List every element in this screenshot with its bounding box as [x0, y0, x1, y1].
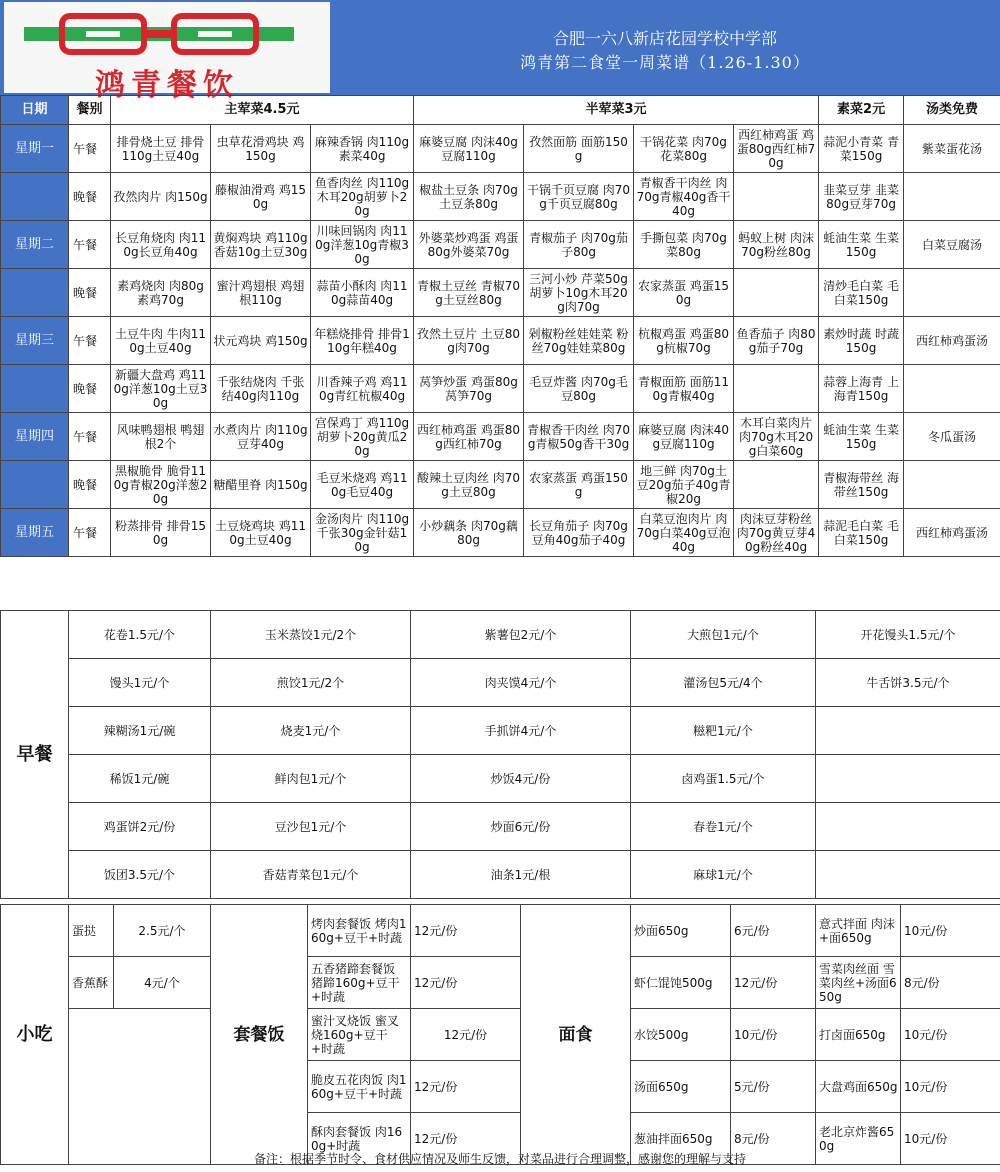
breakfast-item: 大煎包1元/个 [631, 611, 816, 659]
dish-cell: 酸辣土豆肉丝 肉70g土豆80g [414, 461, 524, 509]
dish-cell: 韭菜豆芽 韭菜80g豆芽70g [819, 173, 904, 221]
menu-row-fri-lunch [1, 509, 1000, 557]
menu-row-tue-lunch [1, 221, 1000, 269]
dish-cell: 川味回锅肉 肉110g洋葱10g青椒30g [311, 221, 414, 269]
dish-cell: 青椒海带丝 海带丝150g [819, 461, 904, 509]
breakfast-item [816, 755, 1000, 803]
dish-cell: 水煮肉片 肉110g豆芽40g [211, 413, 311, 461]
dish-cell: 金汤肉片 肉110g千张30g金针菇10g [311, 509, 414, 557]
dish-cell: 孜然面筋 面筋150g [524, 125, 634, 173]
meal-label: 午餐 [69, 413, 111, 461]
dish-cell: 黑椒脆骨 脆骨110g青椒20g洋葱20g [111, 461, 211, 509]
dish-cell: 毛豆米烧鸡 鸡110g毛豆40g [311, 461, 414, 509]
noodle-price: 10元/份 [901, 1009, 1000, 1061]
set-meal-price: 12元/份 [411, 1061, 521, 1113]
set-meal-name: 脆皮五花肉饭 肉160g+豆干+时蔬 [308, 1061, 411, 1113]
dish-cell: 新疆大盘鸡 鸡110g洋葱10g土豆30g [111, 365, 211, 413]
noodle-name: 虾仁馄饨500g [631, 957, 731, 1009]
breakfast-row [1, 851, 1000, 899]
breakfast-item: 辣糊汤1元/碗 [69, 707, 211, 755]
breakfast-item: 糍粑1元/个 [631, 707, 816, 755]
dish-cell: 孜然肉片 肉150g [111, 173, 211, 221]
breakfast-item: 卤鸡蛋1.5元/个 [631, 755, 816, 803]
noodle-price: 10元/份 [731, 1009, 816, 1061]
set-meal-price: 12元/份 [411, 957, 521, 1009]
dish-cell: 椒盐土豆条 肉70g土豆条80g [414, 173, 524, 221]
menu-row-tue-dinner [1, 269, 1000, 317]
breakfast-item: 饭团3.5元/个 [69, 851, 211, 899]
menu-row-wed-lunch [1, 317, 1000, 365]
breakfast-item: 紫薯包2元/个 [411, 611, 631, 659]
noodle-name: 雪菜肉丝面 雪菜肉丝+汤面650g [816, 957, 901, 1009]
dish-cell: 干锅花菜 肉70g花菜80g [634, 125, 734, 173]
breakfast-item: 开花馒头1.5元/个 [816, 611, 1000, 659]
set-meal-name: 五香猪蹄套餐饭 猪蹄160g+豆干+时蔬 [308, 957, 411, 1009]
dish-cell: 蒜泥小青菜 青菜150g [819, 125, 904, 173]
breakfast-row [1, 803, 1000, 851]
set-meal-price: 12元/份 [411, 905, 521, 957]
soup-cell: 西红柿鸡蛋汤 [904, 317, 1000, 365]
soup-cell [904, 173, 1000, 221]
breakfast-item: 手抓饼4元/个 [411, 707, 631, 755]
school-title: 合肥一六八新店花园学校中学部 [552, 29, 777, 48]
meal-label: 晚餐 [69, 365, 111, 413]
dish-cell: 青椒面筋 面筋110g青椒40g [634, 365, 734, 413]
dish-cell: 蒜苗小酥肉 肉110g蒜苗40g [311, 269, 414, 317]
menu-header-row [1, 96, 1000, 125]
dish-cell: 蒜泥毛白菜 毛白菜150g [819, 509, 904, 557]
dish-cell: 长豆角茄子 肉70g豆角40g茄子40g [524, 509, 634, 557]
noodle-price: 8元/份 [901, 957, 1000, 1009]
snack-price: 2.5元/个 [114, 905, 211, 957]
meal-label: 午餐 [69, 125, 111, 173]
set-meal-price: 12元/份 [411, 1009, 521, 1061]
breakfast-item: 玉米蒸饺1元/2个 [211, 611, 411, 659]
dish-cell: 白菜豆泡肉片 肉70g白菜40g豆泡40g [634, 509, 734, 557]
dish-cell: 蒜蓉上海青 上海青150g [819, 365, 904, 413]
breakfast-item [816, 707, 1000, 755]
noodle-name: 炒面650g [631, 905, 731, 957]
dish-cell: 虫草花滑鸡块 鸡150g [211, 125, 311, 173]
breakfast-item: 牛舌饼3.5元/个 [816, 659, 1000, 707]
dish-cell: 孜然土豆片 土豆80g肉70g [414, 317, 524, 365]
dish-cell: 农家蒸蛋 鸡蛋150g [524, 461, 634, 509]
breakfast-item: 馒头1元/个 [69, 659, 211, 707]
dish-cell: 鱼香茄子 肉80g茄子70g [734, 317, 819, 365]
breakfast-item: 花卷1.5元/个 [69, 611, 211, 659]
breakfast-item: 麻球1元/个 [631, 851, 816, 899]
dish-cell: 千张结烧肉 千张结40g肉110g [211, 365, 311, 413]
soup-cell: 冬瓜蛋汤 [904, 413, 1000, 461]
noodle-name: 汤面650g [631, 1061, 731, 1113]
meal-label: 晚餐 [69, 269, 111, 317]
dish-cell: 西红柿鸡蛋 鸡蛋80g西红柿70g [414, 413, 524, 461]
noodle-price: 10元/份 [901, 905, 1000, 957]
menu-title: 鸿青第二食堂一周菜谱（1.26-1.30） [520, 53, 810, 72]
col-header-half-meat: 半荤菜3元 [414, 96, 819, 125]
breakfast-row [1, 707, 1000, 755]
breakfast-item [816, 851, 1000, 899]
set-meal-name: 蜜汁叉烧饭 蜜叉烧160g+豆干+时蔬 [308, 1009, 411, 1061]
noodle-price: 8元/份 [731, 1113, 816, 1165]
dish-cell: 清炒毛白菜 毛白菜150g [819, 269, 904, 317]
day-label [1, 269, 69, 317]
set-meal-name: 酥肉套餐饭 肉160g+时蔬 [308, 1113, 411, 1165]
breakfast-item: 炒面6元/份 [411, 803, 631, 851]
footer-note: 备注：根据季节时令、食材供应情况及师生反馈，对菜品进行合理调整，感谢您的理解与支持 [253, 1152, 746, 1166]
dish-cell: 素鸡烧肉 肉80g素鸡70g [111, 269, 211, 317]
snack-row [1, 957, 1000, 1009]
dish-cell: 青椒香干肉丝 肉70g青椒50g香干30g [524, 413, 634, 461]
dish-cell: 青椒茄子 肉70g茄子80g [524, 221, 634, 269]
breakfast-item: 鸡蛋饼2元/份 [69, 803, 211, 851]
dish-cell: 莴笋炒蛋 鸡蛋80g莴笋70g [414, 365, 524, 413]
soup-cell [904, 461, 1000, 509]
dish-cell: 外婆菜炒鸡蛋 鸡蛋80g外婆菜70g [414, 221, 524, 269]
logo-icon [24, 12, 294, 56]
menu-row-thu-lunch [1, 413, 1000, 461]
dish-cell: 川香辣子鸡 鸡110g青红杭椒40g [311, 365, 414, 413]
snack-name: 香蕉酥 [69, 957, 114, 1009]
breakfast-item: 肉夹馍4元/个 [411, 659, 631, 707]
dish-cell: 糖醋里脊 肉150g [211, 461, 311, 509]
dish-cell: 毛豆炸酱 肉70g毛豆80g [524, 365, 634, 413]
noodle-name: 意式拌面 肉沫+面650g [816, 905, 901, 957]
noodle-name: 打卤面650g [816, 1009, 901, 1061]
menu-row-mon-dinner [1, 173, 1000, 221]
day-label [1, 461, 69, 509]
breakfast-row [1, 755, 1000, 803]
dish-cell: 素炒时蔬 时蔬150g [819, 317, 904, 365]
dish-cell: 蜜汁鸡翅根 鸡翅根110g [211, 269, 311, 317]
soup-cell: 西红柿鸡蛋汤 [904, 509, 1000, 557]
breakfast-table [0, 610, 1000, 899]
noodle-name: 水饺500g [631, 1009, 731, 1061]
noodle-price: 6元/份 [731, 905, 816, 957]
meal-label: 晚餐 [69, 461, 111, 509]
dish-cell: 手撕包菜 肉70g菜80g [634, 221, 734, 269]
noodle-price: 5元/份 [731, 1061, 816, 1113]
dish-cell: 小炒藕条 肉70g藕80g [414, 509, 524, 557]
noodle-name: 葱油拌面650g [631, 1113, 731, 1165]
dish-cell: 土豆烧鸡块 鸡110g土豆40g [211, 509, 311, 557]
snack-row [1, 1009, 1000, 1061]
dish-cell: 黄焖鸡块 鸡110g香菇10g土豆30g [211, 221, 311, 269]
breakfast-label: 早餐 [1, 611, 69, 899]
menu-row-wed-dinner [1, 365, 1000, 413]
col-header-meal: 餐别 [69, 96, 111, 125]
meal-label: 午餐 [69, 317, 111, 365]
day-label: 星期二 [1, 221, 69, 269]
dish-cell: 干锅千页豆腐 肉70g千页豆腐80g [524, 173, 634, 221]
dish-cell: 风味鸭翅根 鸭翅根2个 [111, 413, 211, 461]
day-label: 星期四 [1, 413, 69, 461]
dish-cell [734, 173, 819, 221]
snacks-table [0, 904, 1000, 1165]
noodle-price: 10元/份 [901, 1061, 1000, 1113]
dish-cell: 肉沫豆芽粉丝 肉70g黄豆芽40g粉丝40g [734, 509, 819, 557]
breakfast-item: 稀饭1元/碗 [69, 755, 211, 803]
dish-cell: 西红柿鸡蛋 鸡蛋80g西红柿70g [734, 125, 819, 173]
dish-cell: 农家蒸蛋 鸡蛋150g [634, 269, 734, 317]
soup-cell: 白菜豆腐汤 [904, 221, 1000, 269]
day-label [1, 173, 69, 221]
snacks-label: 小吃 [1, 905, 69, 1165]
dish-cell: 宫保鸡丁 鸡110g胡萝卜20g黄瓜20g [311, 413, 414, 461]
snack-name: 蛋挞 [69, 905, 114, 957]
set-meal-name: 烤肉套餐饭 烤肉160g+豆干+时蔬 [308, 905, 411, 957]
dish-cell: 排骨烧土豆 排骨110g土豆40g [111, 125, 211, 173]
meal-label: 午餐 [69, 509, 111, 557]
dish-cell: 状元鸡块 鸡150g [211, 317, 311, 365]
snack-row [1, 905, 1000, 957]
dish-cell: 麻婆豆腐 肉沫40g豆腐110g [414, 125, 524, 173]
noodle-name: 大盘鸡面650g [816, 1061, 901, 1113]
logo-text: 鸿青餐饮 [95, 68, 239, 103]
header-banner [0, 0, 1000, 103]
set-meal-label: 套餐饭 [211, 905, 308, 1165]
company-logo [4, 2, 330, 103]
day-label: 星期五 [1, 509, 69, 557]
menu-row-thu-dinner [1, 461, 1000, 509]
dish-cell [734, 461, 819, 509]
col-header-main-meat: 主荤菜4.5元 [111, 96, 414, 125]
dish-cell [734, 269, 819, 317]
snack-price: 4元/个 [114, 957, 211, 1009]
breakfast-item: 烧麦1元/个 [211, 707, 411, 755]
dish-cell: 青椒土豆丝 青椒70g土豆丝80g [414, 269, 524, 317]
dish-cell: 年糕烧排骨 排骨110g年糕40g [311, 317, 414, 365]
breakfast-item: 豆沙包1元/个 [211, 803, 411, 851]
soup-cell [904, 365, 1000, 413]
noodle-price: 12元/份 [731, 957, 816, 1009]
menu-row-mon-lunch [1, 125, 1000, 173]
soup-cell [904, 269, 1000, 317]
dish-cell: 粉蒸排骨 排骨150g [111, 509, 211, 557]
dish-cell: 杭椒鸡蛋 鸡蛋80g杭椒70g [634, 317, 734, 365]
dish-cell: 剁椒粉丝娃娃菜 粉丝70g娃娃菜80g [524, 317, 634, 365]
meal-label: 晚餐 [69, 173, 111, 221]
dish-cell: 麻辣香锅 肉110g素菜40g [311, 125, 414, 173]
dish-cell: 地三鲜 肉70g土豆20g茄子40g青椒20g [634, 461, 734, 509]
dish-cell: 鱼香肉丝 肉110g木耳20g胡萝卜20g [311, 173, 414, 221]
day-label: 星期一 [1, 125, 69, 173]
dish-cell: 木耳白菜肉片 肉70g木耳20g白菜60g [734, 413, 819, 461]
breakfast-row [1, 611, 1000, 659]
dish-cell: 蚝油生菜 生菜150g [819, 413, 904, 461]
soup-cell: 紫菜蛋花汤 [904, 125, 1000, 173]
breakfast-item: 春卷1元/个 [631, 803, 816, 851]
breakfast-row [1, 659, 1000, 707]
breakfast-item: 炒饭4元/份 [411, 755, 631, 803]
col-header-vegetable: 素菜2元 [819, 96, 904, 125]
noodle-price: 10元/份 [901, 1113, 1000, 1165]
dish-cell: 青椒香干肉丝 肉70g青椒40g香干40g [634, 173, 734, 221]
weekly-menu-table [0, 95, 1000, 557]
breakfast-item: 鲜肉包1元/个 [211, 755, 411, 803]
dish-cell: 土豆牛肉 牛肉110g土豆40g [111, 317, 211, 365]
snack-empty [69, 1009, 211, 1165]
col-header-date: 日期 [1, 96, 69, 125]
dish-cell [734, 365, 819, 413]
dish-cell: 蚝油生菜 生菜150g [819, 221, 904, 269]
meal-label: 午餐 [69, 221, 111, 269]
breakfast-item: 香菇青菜包1元/个 [211, 851, 411, 899]
dish-cell: 蚂蚁上树 肉沫70g粉丝80g [734, 221, 819, 269]
set-meal-price: 12元/份 [411, 1113, 521, 1165]
breakfast-item: 灌汤包5元/4个 [631, 659, 816, 707]
dish-cell: 三河小炒 芹菜50g胡萝卜10g木耳20g肉70g [524, 269, 634, 317]
noodle-name: 老北京炸酱650g [816, 1113, 901, 1165]
col-header-soup: 汤类免费 [904, 96, 1000, 125]
dish-cell: 麻婆豆腐 肉沫40g豆腐110g [634, 413, 734, 461]
day-label [1, 365, 69, 413]
breakfast-item [816, 803, 1000, 851]
breakfast-item: 煎饺1元/2个 [211, 659, 411, 707]
day-label: 星期三 [1, 317, 69, 365]
dish-cell: 长豆角烧肉 肉110g长豆角40g [111, 221, 211, 269]
breakfast-item: 油条1元/根 [411, 851, 631, 899]
dish-cell: 藤椒油滑鸡 鸡150g [211, 173, 311, 221]
noodle-label: 面食 [521, 905, 631, 1165]
